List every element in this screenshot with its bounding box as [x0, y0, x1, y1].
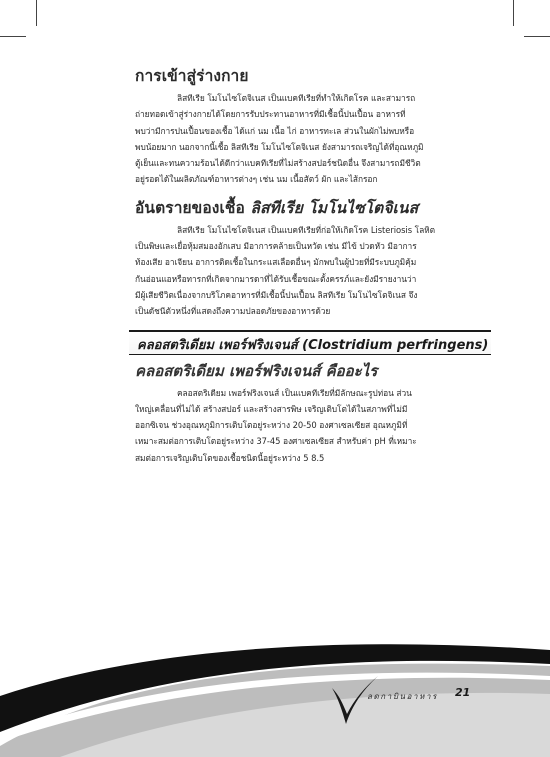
paragraph-line: กันอ่อนแอหรือทารกที่เกิดจากมารดาที่ได้รับเชื้อขณะตั้งครรภ์และยังมีรายงานว่า	[135, 273, 417, 284]
section-heading-danger	[135, 198, 485, 218]
paragraph-line: มีผู้เสียชีวิตเนื่องจากบริโภคอาหารที่มีเชื้อนี้ปนเปื้อน ลิสทีเรีย โมโนไซโตจิเนส จึง	[135, 289, 418, 300]
paragraph-line: สมต่อการเจริญเติบโตของเชื้อชนิดนี้อยู่ระหว่าง 5 8.5	[135, 452, 325, 463]
paragraph-entry	[135, 90, 485, 188]
paragraph-line: ออกซิเจน ช่วงอุณหภูมิการเติบโตอยู่ระหว่าง 20-50 องศาเซลเซียส อุณหภูมิที่	[135, 420, 408, 431]
crop-mark	[524, 36, 550, 37]
paragraph-line: ตู้เย็นและทนความร้อนได้ดีกว่าแบคทีเรียที่ไม่สร้างสปอร์ชนิดอื่น จึงสามารถมีชีวิต	[135, 158, 421, 169]
heading-organism-name: ลิสทีเรีย โมโนไซโตจิเนส	[250, 198, 419, 217]
paragraph-line: ลิสทีเรีย โมโนไซโตจิเนส เป็นแบคทีเรียที่ก่อให้เกิดโรค Listeriosis โลหิต	[177, 224, 436, 235]
banner-title: คลอสตริเดียม เพอร์ฟริงเจนส์ (Clostridium perfringens)	[137, 337, 489, 353]
crop-mark	[36, 0, 37, 26]
paragraph-what-is	[135, 385, 485, 466]
paragraph-line: พบน้อยมาก นอกจากนี้เชื้อ ลิสทีเรีย โมโนไซโตจิเนส ยังสามารถเจริญได้ที่อุณหภูมิ	[135, 141, 424, 152]
paragraph-line: เป็นพิษและเยื่อหุ้มสมองอักเสบ มีอาการคล้ายเป็นหวัด เช่น มีไข้ ปวดหัว มีอาการ	[135, 241, 417, 252]
paragraph-danger	[135, 222, 485, 320]
page-number: 21	[455, 686, 471, 699]
crop-mark	[513, 0, 514, 26]
paragraph-line: อยู่รอดได้ในผลิตภัณฑ์อาหารต่างๆ เช่น นม เนื้อสัตว์ ผัก และไส้กรอก	[135, 174, 378, 185]
paragraph-line: พบว่ามีการปนเปื้อนของเชื้อ ได้แก่ นม เนื้อ ไก่ อาหารทะเล ส่วนในผักไม่พบหรือ	[135, 125, 415, 136]
paragraph-line: เป็นดัชนีตัวหนึ่งที่แสดงถึงความปลอดภัยของอาหารด้วย	[135, 306, 331, 317]
paragraph-line: ถ่ายทอดเข้าสู่ร่างกายได้โดยการรับประทานอาหารที่มีเชื้อนี้ปนเปื้อน อาหารที่	[135, 109, 406, 120]
paragraph-line: ใหญ่เคลื่อนที่ไม่ได้ สร้างสปอร์ และสร้างสารพิษ เจริญเติบโตได้ในสภาพที่ไม่มี	[135, 403, 408, 414]
section-heading-what-is: คลอสตริเดียม เพอร์ฟริงเจนส์ คืออะไร	[135, 361, 378, 380]
section-heading-entry: การเข้าสู่ร่างกาย	[135, 67, 249, 85]
paragraph-line: ลิสทีเรีย โมโนไซโตจิเนส เป็นแบคทีเรียที่ทำให้เกิดโรค และสามารถ	[177, 93, 416, 103]
paragraph-line: คลอสตริเดียม เพอร์ฟริงเจนส์ เป็นแบคทีเรียที่มีลักษณะรูปท่อน ส่วน	[177, 387, 412, 398]
footer-label: ลดกาบินอาหาร	[367, 692, 438, 701]
paragraph-line: เหมาะสมต่อการเติบโตอยู่ระหว่าง 37-45 องศาเซลเซียส สำหรับค่า pH ที่เหมาะ	[135, 436, 417, 447]
section-banner	[129, 330, 491, 355]
paragraph-line: ท้องเสีย อาเจียน อาการติดเชื้อในกระแสเลือดอื่นๆ มักพบในผู้ป่วยที่มีระบบภูมิคุ้ม	[135, 257, 417, 268]
heading-prefix: อันตรายของเชื้อ	[135, 198, 245, 217]
page-content	[135, 66, 489, 476]
crop-mark	[0, 36, 26, 37]
